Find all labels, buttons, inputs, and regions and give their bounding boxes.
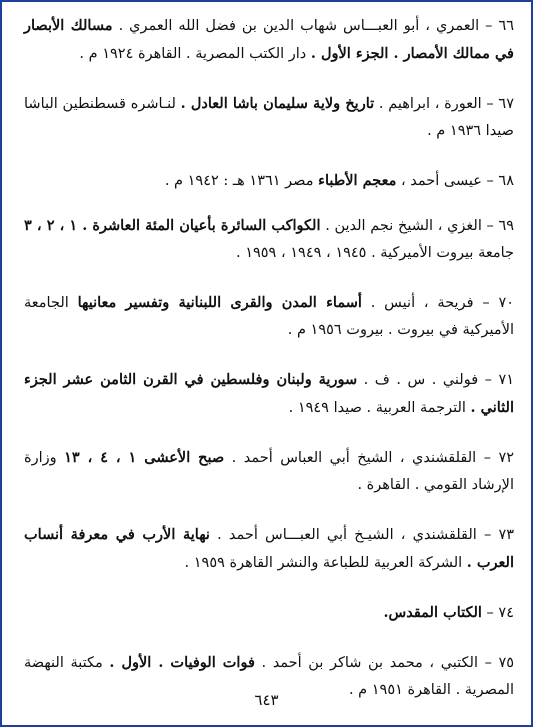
entry-publisher: الترجمة العربية . صيدا ١٩٤٩ .: [288, 400, 466, 416]
bibliography-entry-74: ٧٤ – الكتاب المقدس.: [383, 604, 514, 621]
entry-title: معجم الأطباء: [318, 172, 397, 189]
entry-author: العمري ، أبو العبـــاس شهاب الدين بن فضل الله العمري .: [118, 18, 480, 34]
bibliography-entry-71: ٧١ – فولني . س . ف . سورية ولبنان وفلسطين في القرن الثامن عشر الجزء الثاني . الترجمة العربية . صيدا ١٩٤٩ .: [24, 371, 515, 416]
bibliography-entry-66: ٦٦ – العمري ، أبو العبـــاس شهاب الدين بن فضل الله العمري . مسالك الأبصار في ممالك الأمصار . الجزء الأول . دار الكتب المصرية . القاهرة ١٩٢٤ م .: [24, 17, 515, 62]
bibliography-entry-67: ٦٧ – العورة ، ابراهيم . تاريخ ولاية سليمان باشا العادل . لنـاشره قسطنطين الباشا صيدا ١٩٣٦ م .: [24, 95, 514, 139]
entry-publisher: الشركة العربية للطباعة والنشر القاهرة ١٩٥٩ .: [184, 555, 463, 571]
entry-number: ٦٩: [498, 218, 515, 234]
entry-publisher: الجامعة الأميركية في بيروت . بيروت ١٩٥٦ م .: [24, 295, 514, 338]
entry-number: ٦٨: [498, 173, 514, 189]
entry-publisher: وزارة الإرشاد القومي . القاهرة .: [24, 450, 514, 493]
entry-author: الغزي ، الشيخ نجم الدين .: [325, 218, 482, 234]
bibliography-entry-73: ٧٣ – القلقشندي ، الشيـخ أبي العبـــاس أحمد . نهاية الأرب في معرفة أنساب العرب . الشركة العربية للطباعة والنشر القاهرة ١٩٥٩ .: [24, 526, 515, 571]
entry-title: الكتاب المقدس.: [383, 604, 482, 621]
entry-publisher: دار الكتب المصرية . القاهرة ١٩٢٤ م .: [79, 46, 307, 62]
entry-publisher: لنـاشره قسطنطين الباشا صيدا ١٩٣٦ م .: [24, 96, 514, 139]
bibliography-list: [24, 12, 514, 704]
entry-publisher: جامعة بيروت الأميركية . ١٩٤٥ ، ١٩٤٩ ، ١٩٥٩ .: [235, 245, 514, 261]
entry-publisher: مصر ١٣٦١ هـ : ١٩٤٢ م .: [164, 173, 314, 189]
entry-title: فوات الوفيات . الأول .: [109, 654, 255, 671]
entry-title: سورية ولبنان وفلسطين في القرن الثامن عشر الجزء الثاني .: [24, 371, 514, 416]
bibliography-entry-75: ٧٥ – الكتبي ، محمد بن شاكر بن أحمد . فوات الوفيات . الأول . مكتبة النهضة المصرية . القاهرة ١٩٥١ م .: [24, 654, 515, 698]
bibliography-entry-70: ٧٠ – فريحة ، أنيس . أسماء المدن والقرى اللبنانية وتفسير معانيها الجامعة الأميركية في بيروت . بيروت ١٩٥٦ م .: [24, 294, 515, 338]
entry-number: ٧١: [498, 372, 515, 388]
entry-number: ٧٥: [498, 655, 515, 671]
entry-title: صبح الأعشى ١ ، ٤ ، ١٣: [64, 449, 225, 466]
entry-author: فريحة ، أنيس .: [370, 295, 474, 311]
bibliography-entry-68: ٦٨ – عيسى أحمد ، معجم الأطباء مصر ١٣٦١ هـ : ١٩٤٢ م .: [164, 172, 514, 189]
entry-author: العورة ، ابراهيم .: [378, 96, 482, 112]
entry-title: أسماء المدن والقرى اللبنانية وتفسير معانيها: [77, 294, 362, 311]
entry-author: فولني . س . ف .: [363, 372, 479, 388]
bibliography-entry-72: ٧٢ – القلقشندي ، الشيخ أبي العباس أحمد . صبح الأعشى ١ ، ٤ ، ١٣ وزارة الإرشاد القومي . القاهرة .: [24, 449, 515, 493]
entry-title: نهاية الأرب في معرفة أنساب العرب .: [24, 526, 514, 571]
entry-number: ٦٦: [498, 18, 515, 34]
entry-number: ٧٤: [498, 605, 514, 621]
entry-author: القلقشندي ، الشيخ أبي العباس أحمد .: [231, 450, 477, 466]
entry-number: ٧٣: [498, 527, 515, 543]
page-number: ٦٤٣: [254, 691, 279, 709]
bibliography-entry-69: ٦٩ – الغزي ، الشيخ نجم الدين . الكواكب السائرة بأعيان المئة العاشرة . ١ ، ٢ ، ٣ جامعة بيروت الأميركية . ١٩٤٥ ، ١٩٤٩ ، ١٩٥٩ .: [24, 217, 515, 261]
entry-number: ٦٧: [498, 96, 514, 112]
entry-number: ٧٢: [498, 450, 515, 466]
entry-author: القلقشندي ، الشيـخ أبي العبـــاس أحمد .: [217, 527, 477, 543]
entry-title: مسالك الأبصار في ممالك الأمصار . الجزء الأول .: [24, 17, 514, 62]
entry-number: ٧٠: [498, 295, 515, 311]
entry-title: الكواكب السائرة بأعيان المئة العاشرة . ١ ، ٢ ، ٣: [24, 217, 321, 234]
entry-publisher: مكتبة النهضة المصرية . القاهرة ١٩٥١ م .: [24, 655, 514, 698]
entry-title: تاريخ ولاية سليمان باشا العادل .: [180, 95, 375, 112]
entry-author: الكتبي ، محمد بن شاكر بن أحمد .: [261, 655, 478, 671]
entry-author: عيسى أحمد ،: [401, 173, 482, 189]
